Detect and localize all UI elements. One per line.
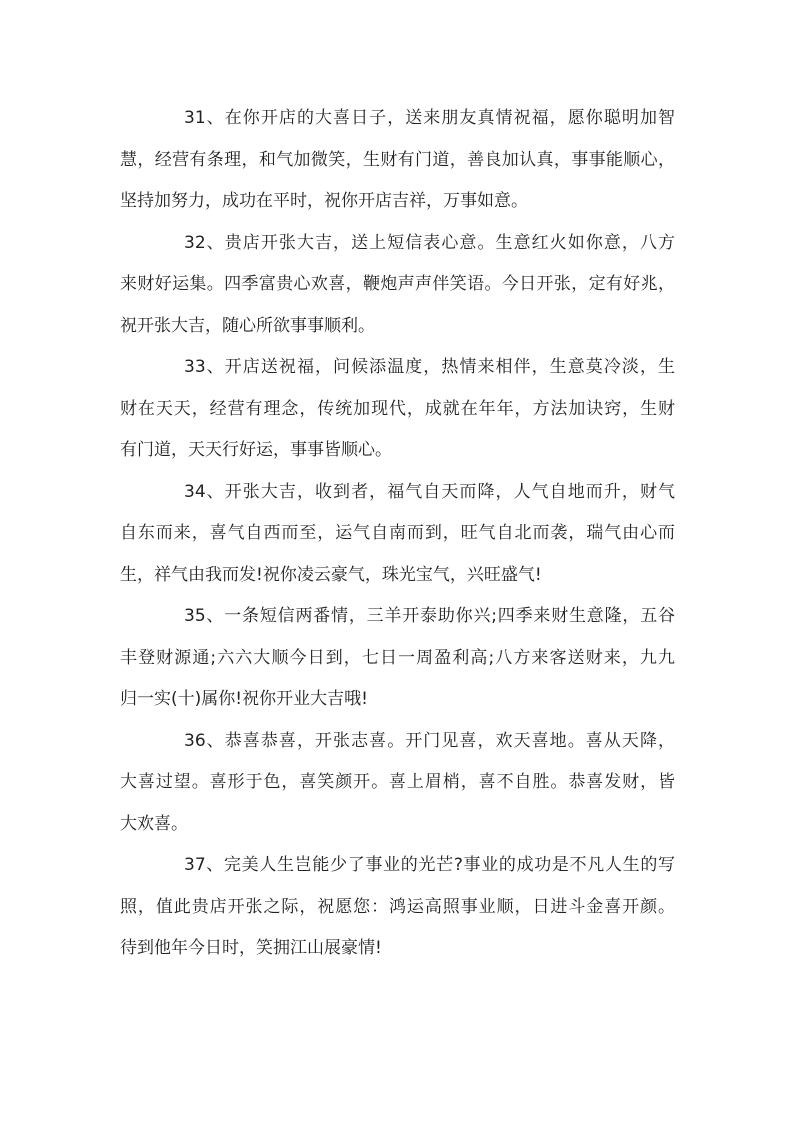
paragraph-line: 大喜过望。喜形于色，喜笑颜开。喜上眉梢，喜不自胜。恭喜发财，皆	[120, 772, 675, 792]
paragraph-33	[120, 347, 675, 472]
paragraph-37	[120, 845, 675, 970]
paragraph-line: 34、开张大吉，收到者，福气自天而降，人气自地而升，财气	[184, 481, 675, 502]
paragraph-line: 33、开店送祝福，问候添温度，热情来相伴，生意莫冷淡，生	[184, 357, 675, 377]
paragraph-line: 祝开张大吉，随心所欲事事顺利。	[120, 315, 375, 336]
paragraph-line: 照，值此贵店开张之际，祝愿您：鸿运高照事业顺，日进斗金喜开颜。	[120, 896, 675, 917]
paragraph-line: 归一实(十)属你!祝你开业大吉哦!	[120, 689, 368, 709]
paragraph-line: 来财好运集。四季富贵心欢喜，鞭炮声声伴笑语。今日开张，定有好兆，	[120, 274, 675, 294]
paragraph-line: 待到他年今日时，笑拥江山展豪情!	[120, 938, 382, 958]
paragraph-36	[120, 721, 675, 846]
paragraph-line: 生，祥气由我而发!祝你凌云豪气，珠光宝气，兴旺盛气!	[120, 564, 542, 585]
document-page	[120, 98, 675, 970]
paragraph-line: 慧，经营有条理，和气加微笑，生财有门道，善良加认真，事事能顺心，	[120, 149, 675, 170]
paragraph-32	[120, 223, 675, 348]
paragraph-line: 坚持加努力，成功在平时，祝你开店吉祥，万事如意。	[120, 191, 528, 211]
paragraph-31	[120, 98, 675, 223]
paragraph-line: 大欢喜。	[120, 813, 188, 834]
paragraph-line: 自东而来，喜气自西而至，运气自南而到，旺气自北而袭，瑞气由心而	[120, 523, 675, 543]
paragraph-line: 有门道，天天行好运，事事皆顺心。	[120, 440, 392, 460]
paragraph-line: 37、完美人生岂能少了事业的光芒?事业的成功是不凡人生的写	[184, 855, 675, 875]
paragraph-34	[120, 472, 675, 597]
paragraph-line: 丰登财源通;六六大顺今日到，七日一周盈利高;八方来客送财来，九九	[120, 647, 675, 668]
paragraph-line: 36、恭喜恭喜，开张志喜。开门见喜，欢天喜地。喜从天降，	[184, 730, 675, 751]
paragraph-line: 32、贵店开张大吉，送上短信表心意。生意红火如你意，八方	[184, 232, 675, 253]
paragraph-35	[120, 596, 675, 721]
paragraph-line: 财在天天，经营有理念，传统加现代，成就在年年，方法加诀窍，生财	[120, 398, 675, 419]
paragraph-line: 35、一条短信两番情，三羊开泰助你兴;四季来财生意隆，五谷	[184, 606, 675, 626]
paragraph-line: 31、在你开店的大喜日子，送来朋友真情祝福，愿你聪明加智	[184, 108, 675, 128]
